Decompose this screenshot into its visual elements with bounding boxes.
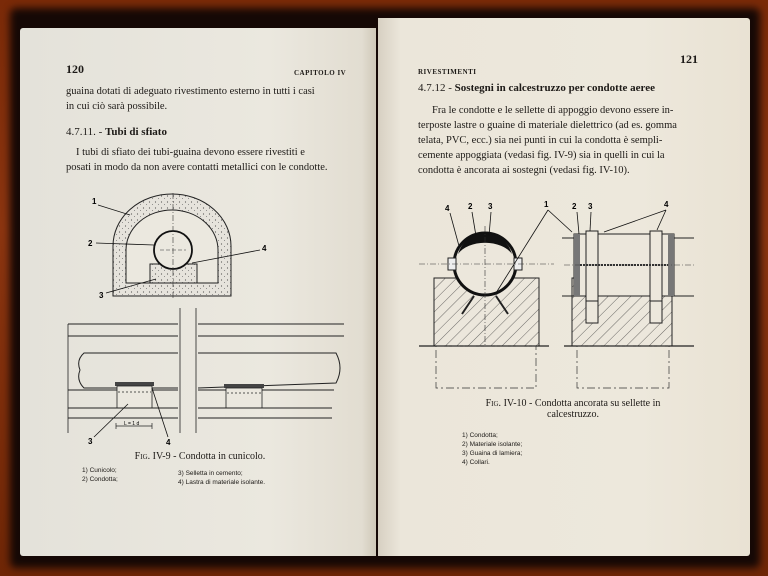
legend-item: 2) Materiale isolante; (462, 441, 523, 448)
text-line: guaina dotati di adeguato rivestimento esterno in tutti i casi (66, 86, 315, 97)
left-page (20, 28, 376, 556)
figure-caption (100, 451, 300, 462)
callout-2: 2 (468, 202, 473, 211)
tunnel-longitudinal-diagram (66, 308, 346, 448)
legend-item: 3) Guaina di lamiera; (462, 450, 523, 457)
intro-paragraph (66, 84, 366, 114)
callout-4: 4 (262, 244, 267, 253)
section-heading (66, 126, 167, 138)
callout-4: 4 (166, 438, 171, 447)
text-line: posati in modo da non avere contatti metallici con le condotte. (66, 162, 328, 173)
text-line: cemente appoggiata (vedasi fig. IV-9) sia in quelli in cui la (418, 150, 665, 161)
text-line: telata, PVC, ecc.) sia nei punti in cui la condotta è sempli- (418, 135, 663, 146)
caption-prefix: Fig. (134, 451, 151, 462)
callout-3: 3 (99, 291, 104, 298)
callout-2: 2 (572, 202, 577, 211)
section-title: Sostegni in calcestruzzo per condotte aeree (454, 82, 655, 94)
figure-legend-col-1 (82, 466, 118, 484)
caption-id: IV-9 (152, 451, 171, 462)
figure-legend (462, 431, 522, 467)
figure-legend-col-2 (178, 469, 265, 487)
callout-3: 3 (488, 202, 493, 211)
callout-3: 3 (588, 202, 593, 211)
legend-item: 2) Condotta; (82, 476, 118, 483)
callout-1: 1 (544, 200, 549, 209)
callout-1: 1 (92, 197, 97, 206)
tunnel-cross-section-diagram (70, 188, 300, 298)
callout-4: 4 (445, 204, 450, 213)
callout-2: 2 (88, 239, 93, 248)
legend-item: 4) Lastra di materiale isolante. (178, 479, 266, 486)
page-number: 121 (680, 52, 698, 66)
section-heading (418, 82, 655, 94)
text-line: terposte lastre o guaine di materiale dielettrico (ad es. gomma (418, 120, 677, 131)
concrete-saddle-diagram (414, 196, 714, 401)
text-line: I tubi di sfiato dei tubi-guaina devono essere rivestiti e (76, 147, 305, 158)
running-head: CAPITOLO IV (294, 69, 347, 77)
caption-prefix: Fig. (485, 398, 502, 409)
body-paragraph (418, 103, 728, 178)
callout-4: 4 (664, 200, 669, 209)
section-number: 4.7.11. - (66, 126, 103, 138)
section-title: Tubi di sfiato (105, 126, 167, 138)
text-line: in cui ciò sarà possibile. (66, 101, 168, 112)
text-line: Fra le condotte e le sellette di appoggio devono essere in- (432, 105, 674, 116)
caption-id: IV-10 (503, 398, 527, 409)
figure-caption (448, 398, 698, 420)
text-line: condotta è ancorata ai sostegni (vedasi fig. IV-10). (418, 165, 630, 176)
page-number: 120 (66, 62, 84, 76)
legend-item: 1) Cunicolo; (82, 467, 117, 474)
right-page (378, 18, 750, 556)
dimension-label: L = 1 d (124, 421, 140, 427)
caption-text-continued: calcestruzzo. (547, 409, 599, 420)
callout-3: 3 (88, 437, 93, 446)
caption-text: - Condotta in cunicolo. (173, 451, 266, 462)
caption-text: - Condotta ancorata su sellette in (529, 398, 661, 409)
body-paragraph (66, 145, 366, 175)
running-head: RIVESTIMENTI (418, 68, 477, 76)
legend-item: 3) Selletta in cemento; (178, 470, 243, 477)
legend-item: 4) Collari. (462, 459, 490, 466)
section-number: 4.7.12 - (418, 82, 452, 94)
legend-item: 1) Condotta; (462, 432, 498, 439)
